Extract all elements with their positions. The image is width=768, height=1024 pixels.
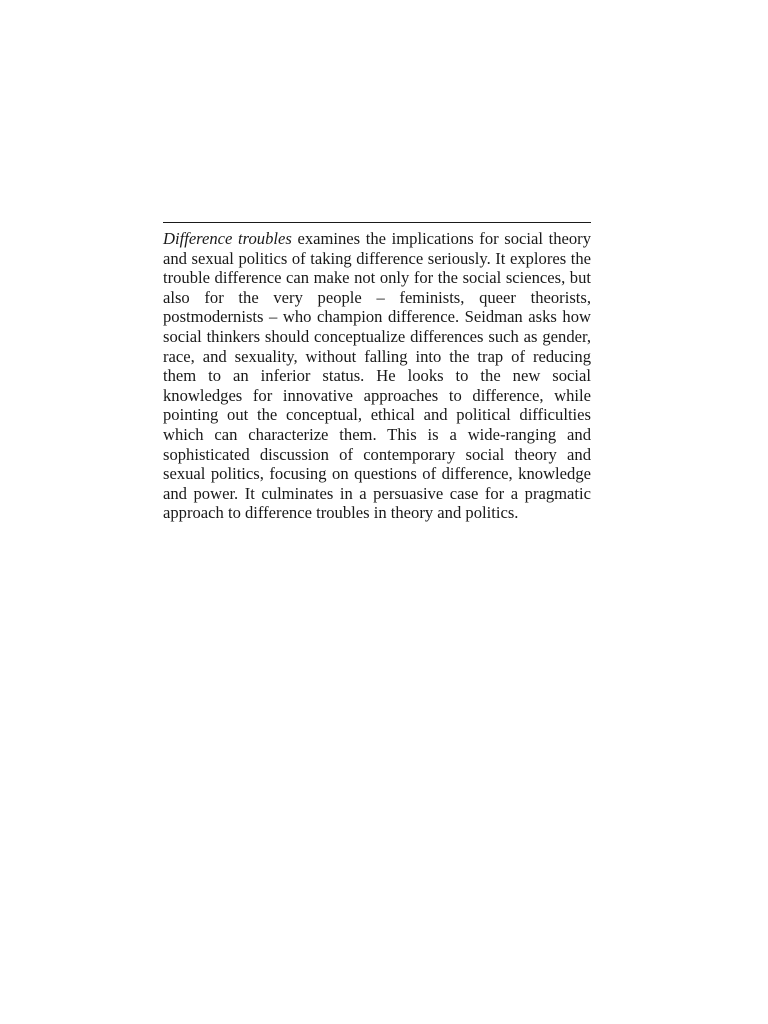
top-rule (163, 222, 591, 223)
blurb-body: examines the implications for social theory and sexual politics of taking difference seriously. It explores the trouble difference can make not only for the social sciences, but also for the very people – feminists, queer theorists, postmodernists – who champion difference. Seidman asks how social thinkers should conceptualize differences such as gender, race, and sexuality, without falling into the trap of reducing them to an inferior status. He looks to the new social knowledges for innovative approaches to difference, while pointing out the conceptual, ethical and political difficulties which can characterize them. This is a wide-ranging and sophisticated discussion of contemporary social theory and sexual politics, focusing on questions of difference, knowledge and power. It culminates in a persuasive case for a pragmatic approach to difference troubles in theory and politics. (163, 229, 592, 523)
book-blurb (163, 222, 591, 523)
book-title: Difference troubles (163, 229, 292, 248)
blurb-paragraph (163, 229, 591, 523)
